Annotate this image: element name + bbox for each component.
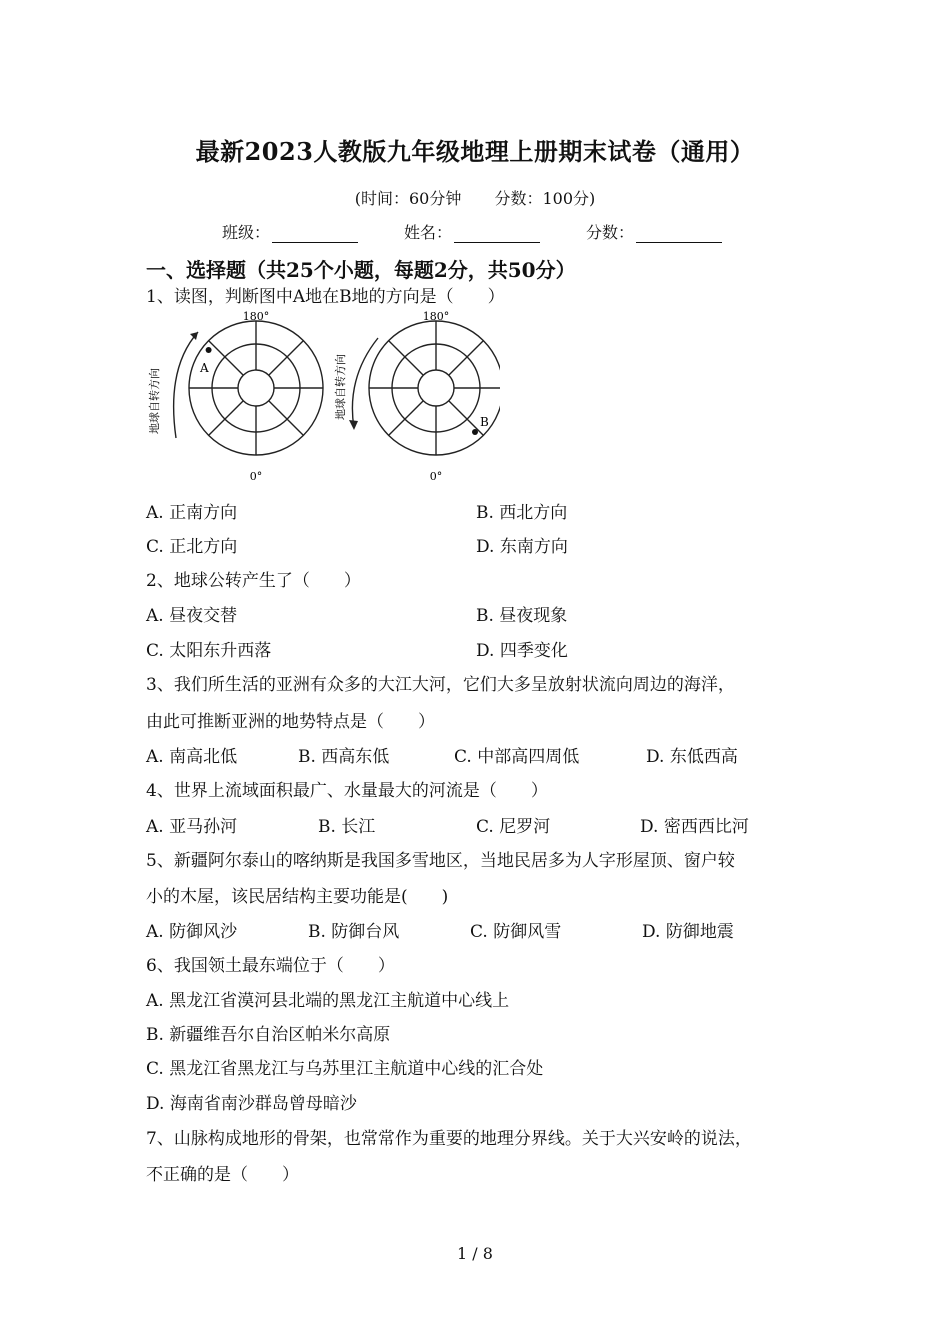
section-title: 一、选择题（共25个小题，每题2分，共50分） (146, 258, 576, 282)
left-rotation-arrow (174, 332, 198, 438)
page-number: 1 / 8 (457, 1244, 493, 1263)
point-a-marker (206, 347, 212, 353)
page-title: 最新2023人教版九年级地理上册期末试卷（通用） (195, 137, 755, 166)
polar-diagram-left (189, 321, 323, 455)
question-3-option-d: D. 东低西高 (646, 747, 738, 767)
question-2-option-d: D. 四季变化 (476, 641, 568, 661)
question-3-stem-line-2: 由此可推断亚洲的地势特点是（ ） (146, 712, 435, 732)
question-4-option-d: D. 密西西比河 (640, 817, 749, 837)
question-2-option-c: C. 太阳东升西落 (146, 641, 272, 661)
question-1-option-b: B. 西北方向 (476, 503, 568, 523)
question-3-option-b: B. 西高东低 (298, 747, 390, 767)
score-field: 分数： (586, 220, 722, 243)
exam-time: (时间：60分钟 (354, 189, 462, 208)
question-2-option-b: B. 昼夜现象 (476, 606, 568, 626)
point-b-marker (472, 429, 478, 435)
name-blank (454, 226, 540, 243)
score-blank (636, 226, 722, 243)
class-field: 班级： (222, 220, 358, 243)
question-4-stem: 4、世界上流域面积最广、水量最大的河流是（ ） (146, 781, 548, 801)
question-7-stem-line-1: 7、山脉构成地形的骨架，也常常作为重要的地理分界线。关于大兴安岭的说法， (146, 1129, 752, 1149)
left-rotation-label: 地球自转方向 (148, 368, 161, 434)
question-6-stem: 6、我国领土最东端位于（ ） (146, 956, 395, 976)
question-3-option-c: C. 中部高四周低 (454, 747, 580, 767)
question-5-stem-line-2: 小的木屋，该民居结构主要功能是( ) (146, 887, 449, 907)
right-rotation-label: 地球自转方向 (334, 354, 347, 420)
point-a-label: A (200, 361, 209, 375)
question-5-option-b: B. 防御台风 (308, 922, 400, 942)
question-4-option-b: B. 长江 (318, 817, 376, 837)
polar-diagram-right (369, 321, 500, 455)
question-1-option-a: A. 正南方向 (146, 503, 238, 523)
point-b-label: B (480, 415, 489, 429)
right-top-label: 180° (422, 310, 450, 323)
left-top-label: 180° (242, 310, 270, 323)
right-bottom-label: 0° (429, 470, 443, 483)
question-6-option-d: D. 海南省南沙群岛曾母暗沙 (146, 1094, 357, 1114)
question-7-stem-line-2: 不正确的是（ ） (146, 1165, 299, 1185)
question-6-option-b: B. 新疆维吾尔自治区帕米尔高原 (146, 1025, 391, 1045)
question-3-stem-line-1: 3、我们所生活的亚洲有众多的大江大河，它们大多呈放射状流向周边的海洋， (146, 675, 735, 695)
question-1-option-c: C. 正北方向 (146, 537, 238, 557)
question-2-stem: 2、地球公转产生了（ ） (146, 571, 361, 591)
exam-meta (0, 186, 950, 209)
question-5-option-a: A. 防御风沙 (146, 922, 238, 942)
question-1-stem: 1、读图，判断图中A地在B地的方向是（ ） (146, 287, 505, 307)
question-5-stem-line-1: 5、新疆阿尔泰山的喀纳斯是我国多雪地区，当地民居多为人字形屋顶、窗户较 (146, 851, 735, 871)
question-5-option-c: C. 防御风雪 (470, 922, 562, 942)
polar-diagram-figure (140, 308, 500, 488)
left-rotation-arrowhead (190, 332, 198, 340)
question-5-option-d: D. 防御地震 (642, 922, 734, 942)
name-field: 姓名： (404, 220, 540, 243)
right-rotation-arrowhead (349, 420, 358, 430)
question-4-option-c: C. 尼罗河 (476, 817, 551, 837)
class-blank (272, 226, 358, 243)
question-6-option-c: C. 黑龙江省黑龙江与乌苏里江主航道中心线的汇合处 (146, 1059, 544, 1079)
exam-total-score: 分数：100分) (494, 189, 596, 208)
left-bottom-label: 0° (249, 470, 263, 483)
question-3-option-a: A. 南高北低 (146, 747, 238, 767)
question-1-option-d: D. 东南方向 (476, 537, 568, 557)
question-2-option-a: A. 昼夜交替 (146, 606, 238, 626)
question-6-option-a: A. 黑龙江省漠河县北端的黑龙江主航道中心线上 (146, 991, 510, 1011)
question-4-option-a: A. 亚马孙河 (146, 817, 238, 837)
